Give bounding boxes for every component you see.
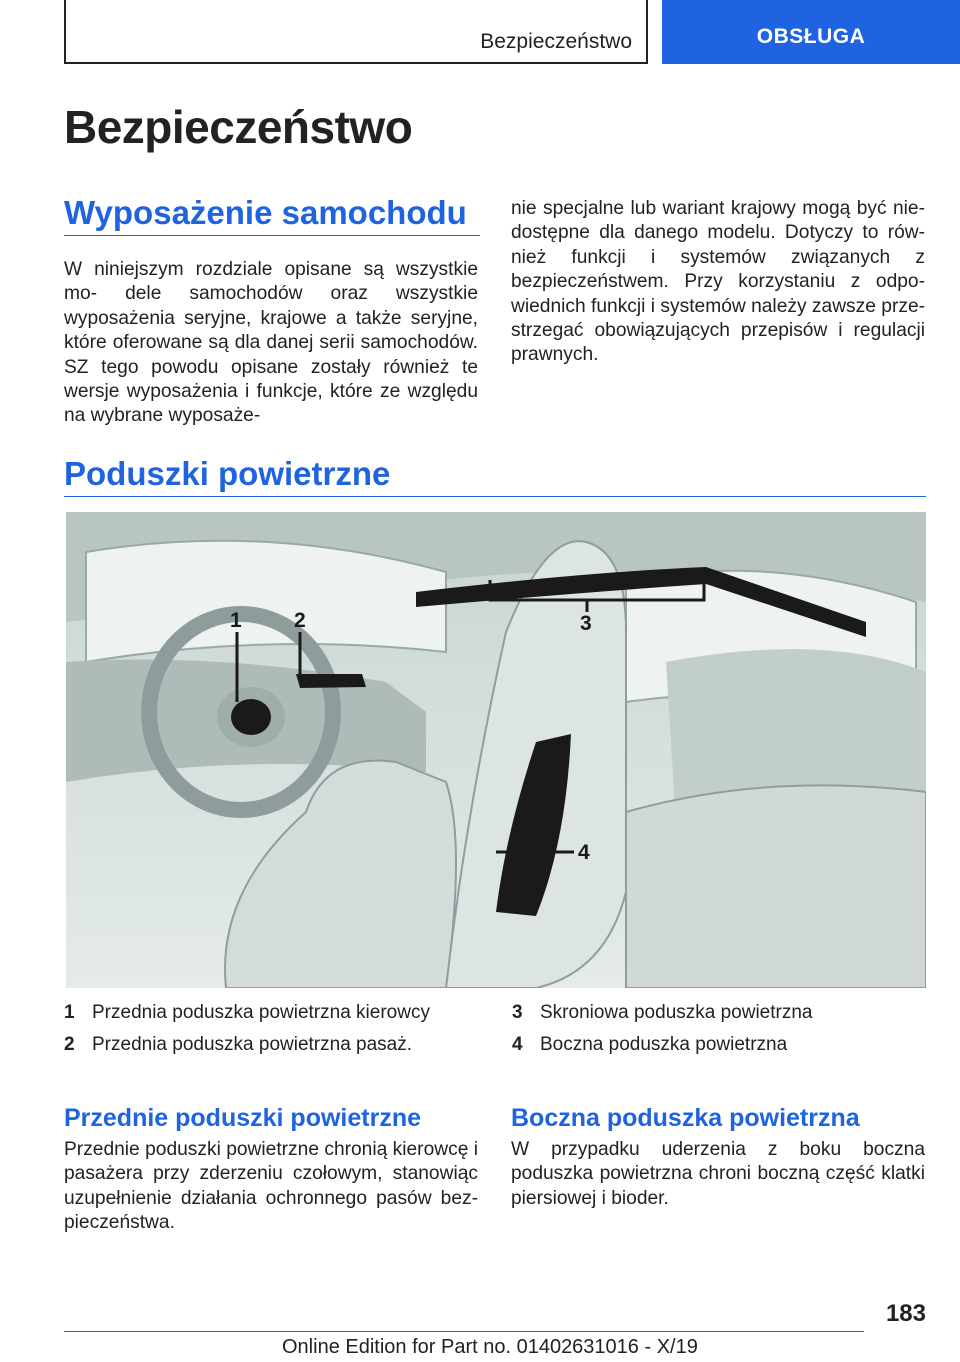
legend-item: [512, 997, 932, 1029]
callout-3: 3: [580, 612, 592, 635]
header-frame: [64, 0, 648, 64]
figure-legend-left: [64, 997, 484, 1061]
legend-number: 2: [64, 1034, 75, 1055]
car-interior-illustration: [66, 512, 926, 988]
header-section-title: Bezpieczeństwo: [480, 30, 632, 53]
front-airbags-paragraph: Przednie poduszki powietrzne chronią kierowcę i pasażera przy zderzeniu czołowym, stanowiąc uzupełnienie działania ochronnego pasów bez‐ pieczeństwa.: [64, 1139, 478, 1234]
subheading-front-airbags: Przednie poduszki powietrzne: [64, 1104, 421, 1132]
footer-edition: Online Edition for Part no. 01402631016 - X/19: [282, 1336, 698, 1358]
legend-text: Boczna poduszka powietrzna: [540, 1034, 788, 1055]
equipment-paragraph-left: W niniejszym rozdziale opisane są wszystkie mo‐ dele samochodów oraz wszystkie wyposażenia seryjne, krajowe a także seryjne, które oferowane są dla danej serii samochodów. SZ tego powodu opisane zostały również te wersje wyposażenia i funkcje, które ze względu na wybrane wyposaże‐: [64, 259, 478, 427]
legend-number: 1: [64, 1002, 75, 1023]
header-tab-label: OBSŁUGA: [756, 25, 866, 48]
legend-text: Przednia poduszka powietrzna kierowcy: [92, 1002, 430, 1023]
legend-item: [64, 997, 484, 1029]
callout-1: 1: [230, 609, 242, 632]
legend-item: [64, 1029, 484, 1061]
footer-rule: [64, 1331, 864, 1332]
figure-legend-right: [512, 997, 932, 1061]
side-airbag-paragraph: W przypadku uderzenia z boku boczna poduszka powietrzna chroni boczną część klatki piersiowej i bioder.: [511, 1139, 925, 1209]
legend-number: 3: [512, 1002, 523, 1023]
legend-number: 4: [512, 1034, 523, 1055]
section-rule: [64, 235, 480, 236]
page-number: 183: [885, 1300, 926, 1327]
section-heading-airbags: Poduszki powietrzne: [64, 455, 391, 492]
airbag-driver: [231, 699, 271, 735]
callout-4: 4: [578, 841, 590, 864]
equipment-paragraph-right: nie specjalne lub wariant krajowy mogą być nie‐ dostępne dla danego modelu. Dotyczy to rów‐ nież funkcji i systemów związanych z bezpieczeństwem. Przy korzystaniu z odpo‐ wiednich funkcji i systemów należy zawsze prze‐ strzegać obowiązujących przepisów i regulacji prawnych.: [511, 198, 925, 366]
page-title: Bezpieczeństwo: [64, 101, 413, 153]
legend-item: [512, 1029, 932, 1061]
section-heading-equipment: Wyposażenie samochodu: [64, 194, 467, 231]
callout-2: 2: [294, 609, 306, 632]
airbag-passenger: [296, 674, 366, 688]
header-tab-obsluga[interactable]: [662, 0, 960, 64]
legend-text: Skroniowa poduszka powietrzna: [540, 1002, 813, 1023]
subheading-side-airbag: Boczna poduszka powietrzna: [511, 1104, 860, 1132]
legend-text: Przednia poduszka powietrzna pasaż.: [92, 1034, 413, 1055]
car-interior-figure: [66, 512, 926, 988]
section-rule: [64, 496, 926, 497]
